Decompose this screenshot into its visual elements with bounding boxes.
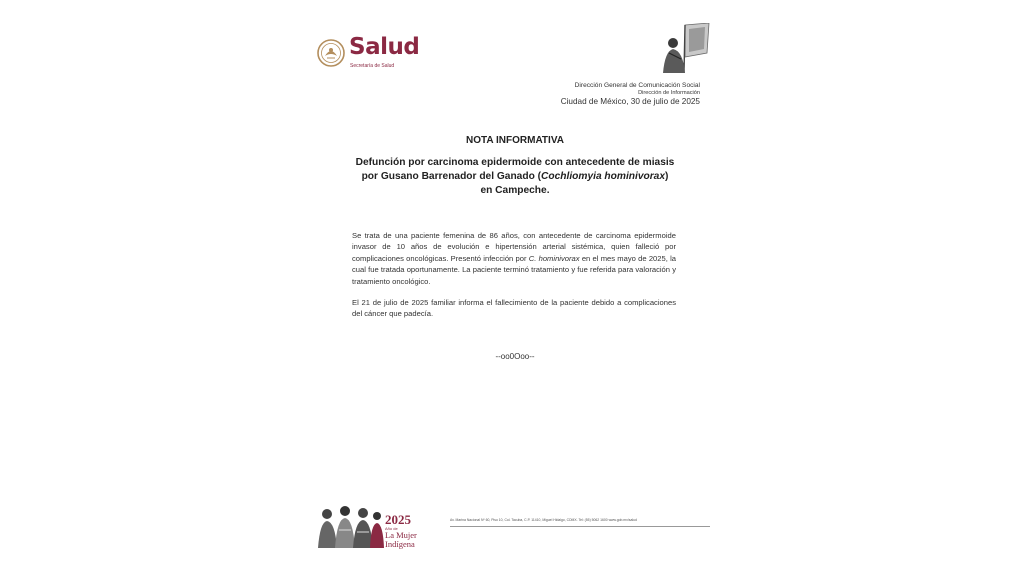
paragraph-1-species: C. hominivorax (528, 253, 580, 263)
flag-illustration-icon (655, 23, 711, 75)
headline-text: Defunción por carcinoma epidermoide con antecedente de miasis por Gusano Barrenador del Ganado ( (355, 157, 675, 182)
footer-event-line-2: Indígena (385, 538, 415, 549)
footer-event-line-1: La Mujer (385, 530, 417, 540)
footer-address: Av. Marina Nacional Nº 60, Piso 10, Col. Tacuba, C.P. 11410, Miguel Hidalgo, CDMX. Tel: (55) 5062 1600 www.gob.mx/salud (450, 518, 637, 522)
footer-divider (450, 526, 710, 527)
document-page (300, 20, 730, 560)
body-paragraph-1 (352, 230, 676, 287)
headline-text-end: ) en Campeche. (480, 170, 669, 196)
footer-year: 2025 (385, 512, 411, 527)
salud-logo (316, 34, 420, 74)
paragraph-1-text-end: en el mes mayo de 2025, la cual fue tratada oportunamente. La paciente terminó tratamiento y fue referida para valoración y tratamiento oncológico. (352, 253, 676, 286)
body-paragraph-2: El 21 de julio de 2025 familiar informa el fallecimiento de la paciente debido a complicaciones del cáncer que padecía. (352, 298, 676, 319)
footer-event-title (385, 531, 417, 548)
note-title: NOTA INFORMATIVA (466, 135, 564, 146)
paragraph-1-text: Se trata de una paciente femenina de 86 años, con antecedente de carcinoma epidermoide invasor de 10 años de evolución e hipertensión arterial sistémica, quien falleció por complicaciones oncológicas. Presentó infección por (352, 231, 676, 263)
footer-year-caption: Año de (385, 526, 398, 531)
sender-department: Dirección de Información (638, 90, 700, 97)
seal-icon (316, 38, 346, 68)
sender-office: Dirección General de Comunicación Social (574, 82, 700, 89)
closing-separator: --oo0Ooo-- (495, 352, 535, 361)
headline-species: Cochliomyia hominivorax (541, 170, 666, 182)
headline (355, 156, 675, 198)
indigenous-women-illustration-icon (315, 502, 385, 548)
sender-block (561, 82, 700, 107)
logo-wordmark: Salud (349, 34, 420, 60)
logo-subtitle: Secretaría de Salud (350, 63, 395, 69)
location-date: Ciudad de México, 30 de julio de 2025 (560, 97, 700, 107)
